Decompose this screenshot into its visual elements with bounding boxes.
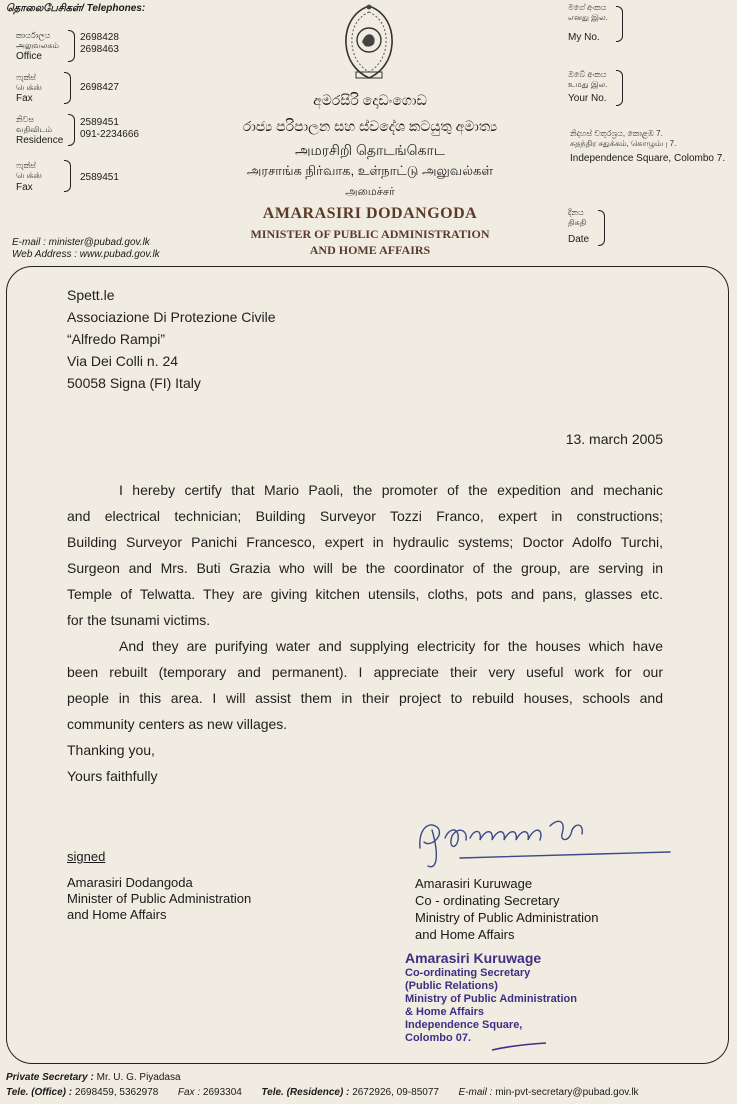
stamp-initial-stroke <box>490 1040 550 1054</box>
paragraph-2 <box>67 633 663 737</box>
left-sig-line: Amarasiri Dodangoda <box>67 875 193 890</box>
footer-office-label: Tele. (Office) : <box>6 1087 73 1098</box>
signed-label: signed <box>67 849 106 864</box>
address-label: Independence Square, Colombo 7. <box>570 153 726 164</box>
fax-brace <box>64 72 71 104</box>
fax-native-label: ෆැක්ස් பெக்ஸ் <box>16 73 42 92</box>
sinhala-title: රාජ්‍ය පරිපාලන සහ ස්වදේශ කටයුතු අමාත්‍ය <box>242 118 498 134</box>
stamp-line: Ministry of Public Administration <box>405 993 577 1005</box>
residence-numbers: 2589451 091-2234666 <box>80 117 139 140</box>
para1-line: for the tsunami victims. <box>67 612 211 628</box>
sinhala-name: අමරසිරි දොඩංගොඩ <box>313 92 427 108</box>
footer-email-label: E-mail : <box>458 1087 493 1098</box>
left-signature-block <box>67 875 251 923</box>
tamil-minister: அமைச்சர் <box>345 186 395 198</box>
footer-office-value: 2698459, 5362978 <box>74 1087 159 1098</box>
email-line: E-mail : minister@pubad.gov.lk <box>12 237 150 248</box>
my-no-label: My No. <box>568 32 600 43</box>
para1-line: Temple of Telwatta. They are giving kitchen utensils, cloths, pots and pans, glasses etc. <box>67 586 663 602</box>
recipient-line: Associazione Di Protezione Civile <box>67 309 276 325</box>
footer-res-value: 2672926, 09-85077 <box>352 1087 439 1098</box>
footer-ps-value: Mr. U. G. Piyadasa <box>96 1072 181 1083</box>
para2-line: And they are purifying water and supplying electricity for the houses which have <box>119 638 663 654</box>
fax-label: Fax <box>16 93 33 104</box>
thanks-line: Thanking you, <box>67 742 155 758</box>
office-label: Office <box>16 51 42 62</box>
office-native-label: කාර්යාලය அலுவலகம் <box>16 31 59 50</box>
my-no-brace <box>616 6 623 42</box>
tamil-name: அமரசிறி தொடங்கொட <box>294 142 445 158</box>
fax2-native-label: ෆැක්ස් பெக்ஸ் <box>16 161 42 180</box>
your-no-native: ඔබේ අංකය உமது இல. <box>568 70 608 89</box>
left-sig-line: Minister of Public Administration <box>67 891 252 906</box>
office-numbers: 2698428 2698463 <box>80 32 119 55</box>
footer-ps-label: Private Secretary : <box>6 1072 94 1083</box>
tamil-title: அரசாங்க நிர்வாக, உள்நாட்டு அலுவல்கள் <box>246 163 494 178</box>
address-native: නිදහස් චතුරශ්‍රය, කොළඹ 7. சுதந்திர சதுக்கம், கொழும்பு 7. <box>570 129 677 148</box>
recipient-line: “Alfredo Rampi” <box>67 331 166 347</box>
right-signature-block <box>415 875 599 943</box>
english-title: MINISTER OF PUBLIC ADMINISTRATION <box>250 227 490 241</box>
footer-email-value: min-pvt-secretary@pubad.gov.lk <box>495 1087 639 1098</box>
para1-line: Surgeon and Mrs. Buti Grazia who will be the coordinator of the group, are serving in <box>67 560 663 576</box>
office-brace <box>68 30 75 62</box>
your-no-brace <box>616 70 623 106</box>
para2-line: community centers as new villages. <box>67 716 288 732</box>
para1-line: and electrical technician; Building Surveyor Tozzi Franco, expert in constructions; <box>67 508 663 524</box>
stamp-line: & Home Affairs <box>405 1006 485 1018</box>
official-stamp <box>405 950 577 1045</box>
recipient-block <box>67 284 276 394</box>
right-sig-line: and Home Affairs <box>415 927 515 942</box>
para1-line: I hereby certify that Mario Paoli, the promoter of the expedition and mechanic <box>119 482 663 498</box>
stamp-line: Colombo 07. <box>405 1032 472 1044</box>
right-sig-line: Co - ordinating Secretary <box>415 893 560 908</box>
fax2-label: Fax <box>16 182 33 193</box>
paragraph-1 <box>67 477 663 633</box>
stamp-line: (Public Relations) <box>405 980 498 992</box>
fax2-brace <box>64 160 71 192</box>
letter-date: 13. march 2005 <box>565 431 663 447</box>
residence-native-label: නිවස வதிவிடம் <box>16 115 53 134</box>
stamp-name: Amarasiri Kuruwage <box>405 950 542 966</box>
left-sig-line: and Home Affairs <box>67 907 167 922</box>
sri-lanka-emblem-icon <box>338 2 400 84</box>
date-native: දිනය திகதி <box>568 208 587 227</box>
residence-label: Residence <box>16 135 64 146</box>
web-line: Web Address : www.pubad.gov.lk <box>12 249 160 260</box>
footer-fax-label: Fax : <box>177 1087 201 1098</box>
residence-brace <box>68 114 75 146</box>
your-no-label: Your No. <box>568 93 607 104</box>
closing-line: Yours faithfully <box>67 768 158 784</box>
footer-private-secretary <box>6 1072 181 1083</box>
english-name: AMARASIRI DODANGODA <box>262 205 478 222</box>
date-brace <box>598 210 605 246</box>
right-sig-line: Ministry of Public Administration <box>415 910 599 925</box>
my-no-native: මගේ අංකය எனது இல. <box>568 3 608 22</box>
recipient-line: 50058 Signa (FI) Italy <box>67 375 201 391</box>
footer-res-label: Tele. (Residence) : <box>261 1087 350 1098</box>
para2-line: been rebuilt (temporary and permanent). I appreciate their very useful work for our <box>67 664 663 680</box>
para1-line: Building Surveyor Panichi Francesco, expert in hydraulic systems; Doctor Adolfo Turchi, <box>67 534 663 550</box>
date-label: Date <box>568 234 590 245</box>
telephones-label: தொலைபேசிகள்/ Telephones: <box>6 3 146 14</box>
fax-number: 2698427 <box>80 82 119 93</box>
recipient-line: Spett.le <box>67 287 115 303</box>
handwritten-signature <box>400 808 680 878</box>
stamp-line: Independence Square, <box>405 1019 523 1031</box>
fax2-number: 2589451 <box>80 172 119 183</box>
stamp-line: Co-ordinating Secretary <box>405 967 531 979</box>
footer-contacts <box>6 1087 639 1098</box>
footer-fax-value: 2693304 <box>202 1087 242 1098</box>
para2-line: people in this area. I will assist them in their project to rebuild houses, schools and <box>67 690 663 706</box>
recipient-line: Via Dei Colli n. 24 <box>67 353 179 369</box>
right-sig-line: Amarasiri Kuruwage <box>415 876 533 891</box>
english-title-2: AND HOME AFFAIRS <box>309 243 431 257</box>
